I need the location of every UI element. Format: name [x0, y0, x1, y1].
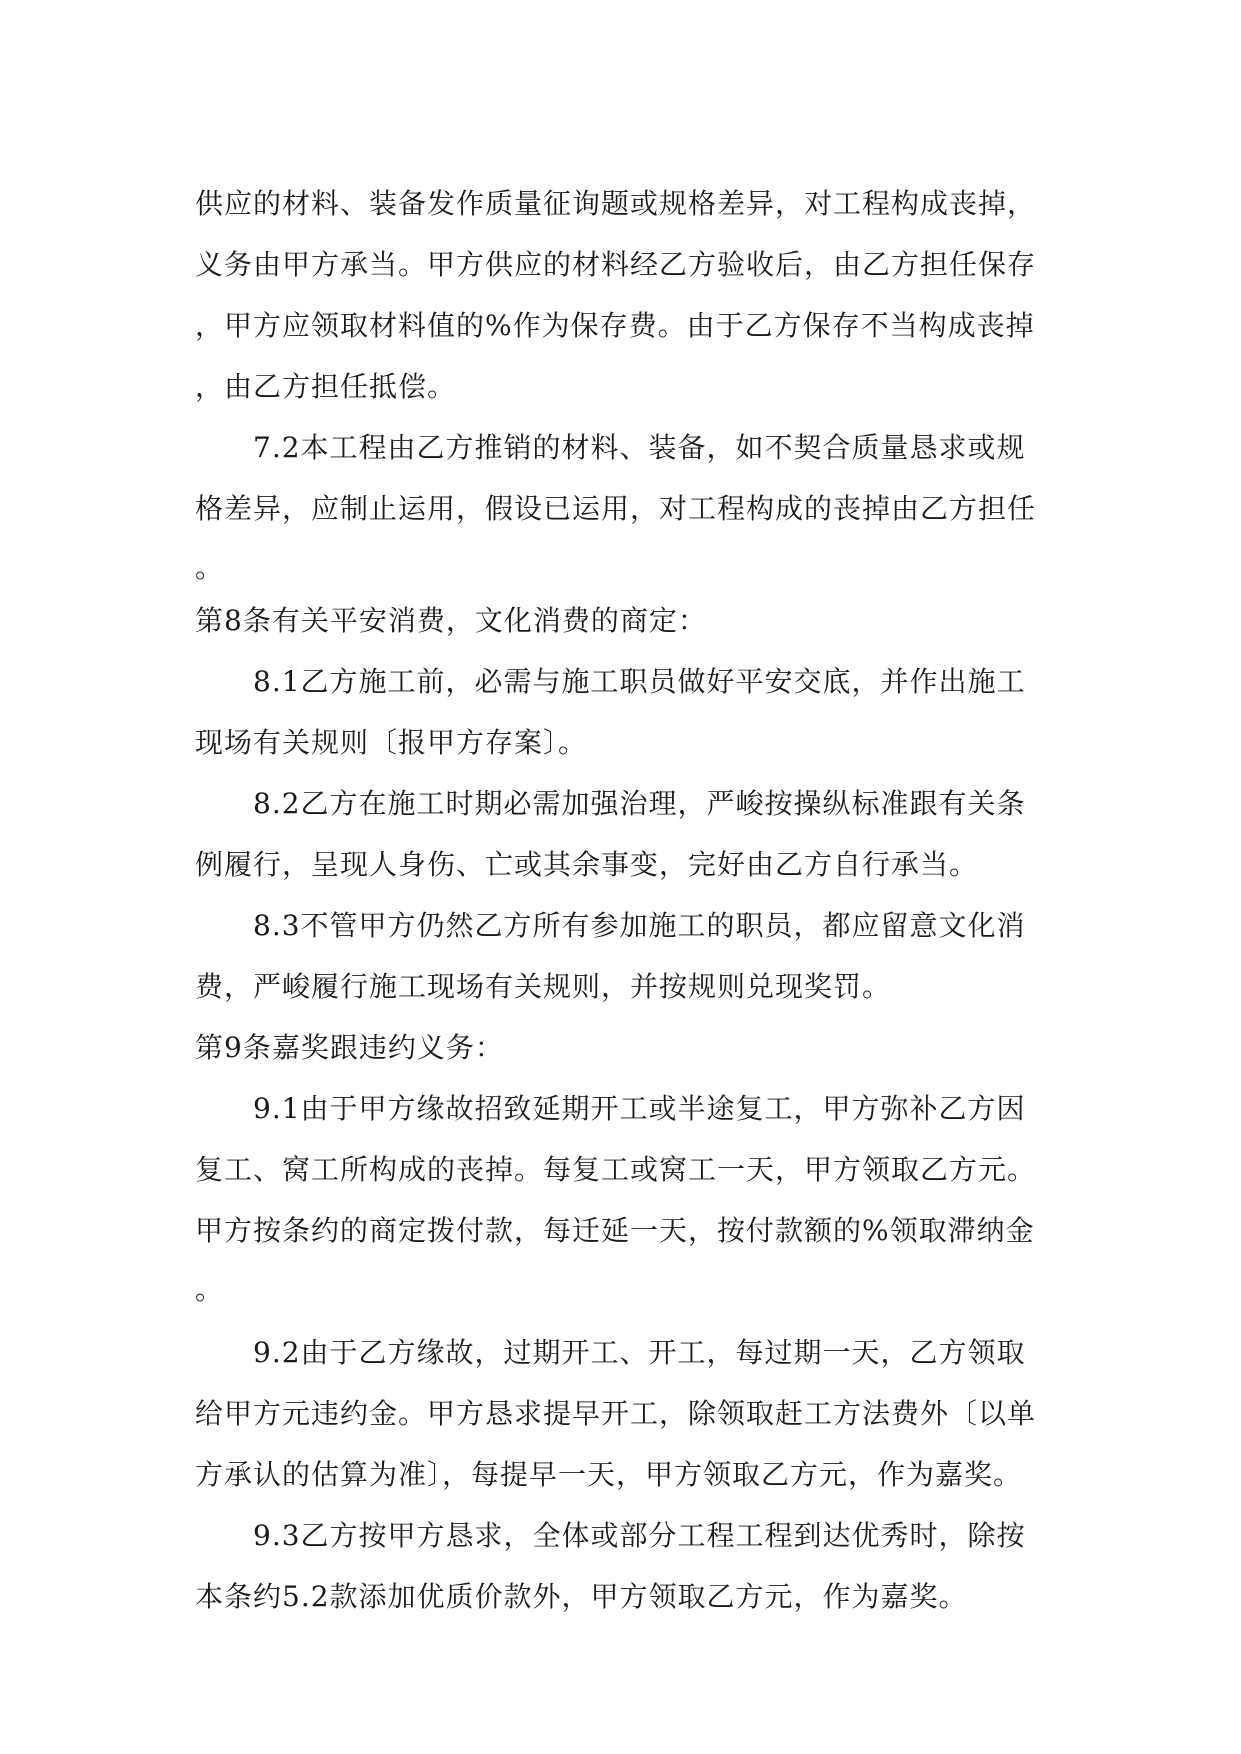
text-line: 8.1乙方施工前，必需与施工职员做好平安交底，并作出施工: [253, 665, 1026, 698]
text-line: 复工、窝工所构成的丧掉。每复工或窝工一天，甲方领取乙方元。: [195, 1153, 1037, 1186]
text-line: 9.3乙方按甲方恳求，全体或部分工程工程到达优秀时，除按: [253, 1519, 1026, 1552]
text-line: 现场有关规则〔报甲方存案〕。: [195, 726, 588, 759]
text-line: 8.3不管甲方仍然乙方所有参加施工的职员，都应留意文化消: [253, 909, 1026, 942]
text-line: 9.1由于甲方缘故招致延期开工或半途复工，甲方弥补乙方因: [253, 1092, 1026, 1125]
text-line: 格差异，应制止运用，假设已运用，对工程构成的丧掉由乙方担任: [195, 492, 1037, 525]
text-line: 例履行，呈现人身伤、亡或其余事变，完好由乙方自行承当。: [195, 848, 979, 881]
text-line: 给甲方元违约金。甲方恳求提早开工，除领取赶工方法费外〔以单: [195, 1397, 1037, 1430]
text-line: ，甲方应领取材料值的%作为保存费。由于乙方保存不当构成丧掉: [195, 309, 1035, 342]
section-heading: 第9条嘉奖跟违约义务：: [195, 1031, 504, 1064]
text-line: 费，严峻履行施工现场有关规则，并按规则兑现奖罚。: [195, 970, 892, 1003]
text-line: 9.2由于乙方缘故，过期开工、开工，每过期一天，乙方领取: [253, 1336, 1026, 1369]
text-line: 义务由甲方承当。甲方供应的材料经乙方验收后，由乙方担任保存: [195, 248, 1037, 281]
text-line: ，由乙方担任抵偿。: [195, 370, 457, 403]
text-line: 7.2本工程由乙方推销的材料、装备，如不契合质量恳求或规: [253, 431, 1026, 464]
text-line: 方承认的估算为准〕，每提早一天，甲方领取乙方元，作为嘉奖。: [195, 1458, 1023, 1491]
text-line: 甲方按条约的商定拨付款，每迁延一天，按付款额的%领取滞纳金: [195, 1214, 1035, 1247]
text-line: 。: [195, 551, 225, 584]
text-line: 8.2乙方在施工时期必需加强治理，严峻按操纵标准跟有关条: [253, 787, 1026, 820]
text-line: 本条约5.2款添加优质价款外，甲方领取乙方元，作为嘉奖。: [195, 1580, 968, 1613]
text-line: 供应的材料、装备发作质量征询题或规格差异，对工程构成丧掉，: [195, 187, 1037, 220]
text-line: 。: [195, 1273, 225, 1306]
section-heading: 第8条有关平安消费，文化消费的商定：: [195, 604, 707, 637]
